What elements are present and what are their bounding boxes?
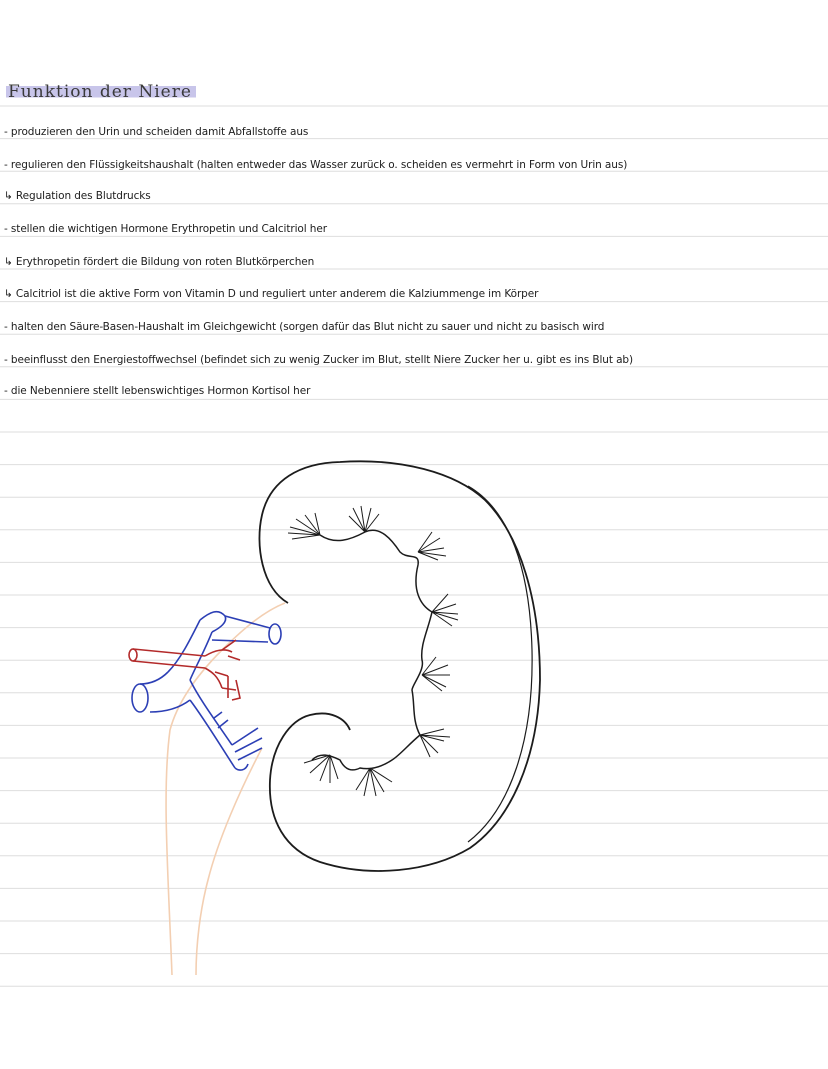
kidney-diagram: [0, 440, 828, 980]
page-title: Funktion der Niere: [6, 82, 196, 102]
note-line-4: - stellen die wichtigen Hormone Erythropetin und Calcitriol her: [4, 223, 327, 235]
ureter-branch: [196, 748, 262, 975]
note-line-1: - produzieren den Urin und scheiden damit Abfallstoffe aus: [4, 126, 309, 138]
note-line-7: - halten den Säure-Basen-Haushalt im Gleichgewicht (sorgen dafür das Blut nicht zu sauer und nicht zu basisch wird: [4, 321, 605, 333]
calyces: [288, 506, 458, 796]
note-line-3: ↳ Regulation des Blutdrucks: [4, 190, 151, 202]
note-line-6: ↳ Calcitriol ist die aktive Form von Vitamin D und reguliert unter anderem die Kalziummenge im Körper: [4, 288, 539, 300]
renal-pelvis: [312, 530, 432, 770]
kidney-cortex-line: [468, 486, 532, 842]
note-line-9: - die Nebenniere stellt lebenswichtiges Hormon Kortisol her: [4, 385, 311, 397]
note-line-8: - beeinflusst den Energiestoffwechsel (befindet sich zu wenig Zucker im Blut, stellt Niere Zucker her u. gibt es ins Blut ab): [4, 354, 633, 366]
ureter: [166, 603, 285, 975]
renal-vein: [132, 612, 281, 770]
note-line-2: - regulieren den Flüssigkeitshaushalt (halten entweder das Wasser zurück o. scheiden es vermehrt in Form von Urin aus): [4, 159, 628, 171]
note-line-5: ↳ Erythropetin fördert die Bildung von roten Blutkörperchen: [4, 256, 315, 268]
